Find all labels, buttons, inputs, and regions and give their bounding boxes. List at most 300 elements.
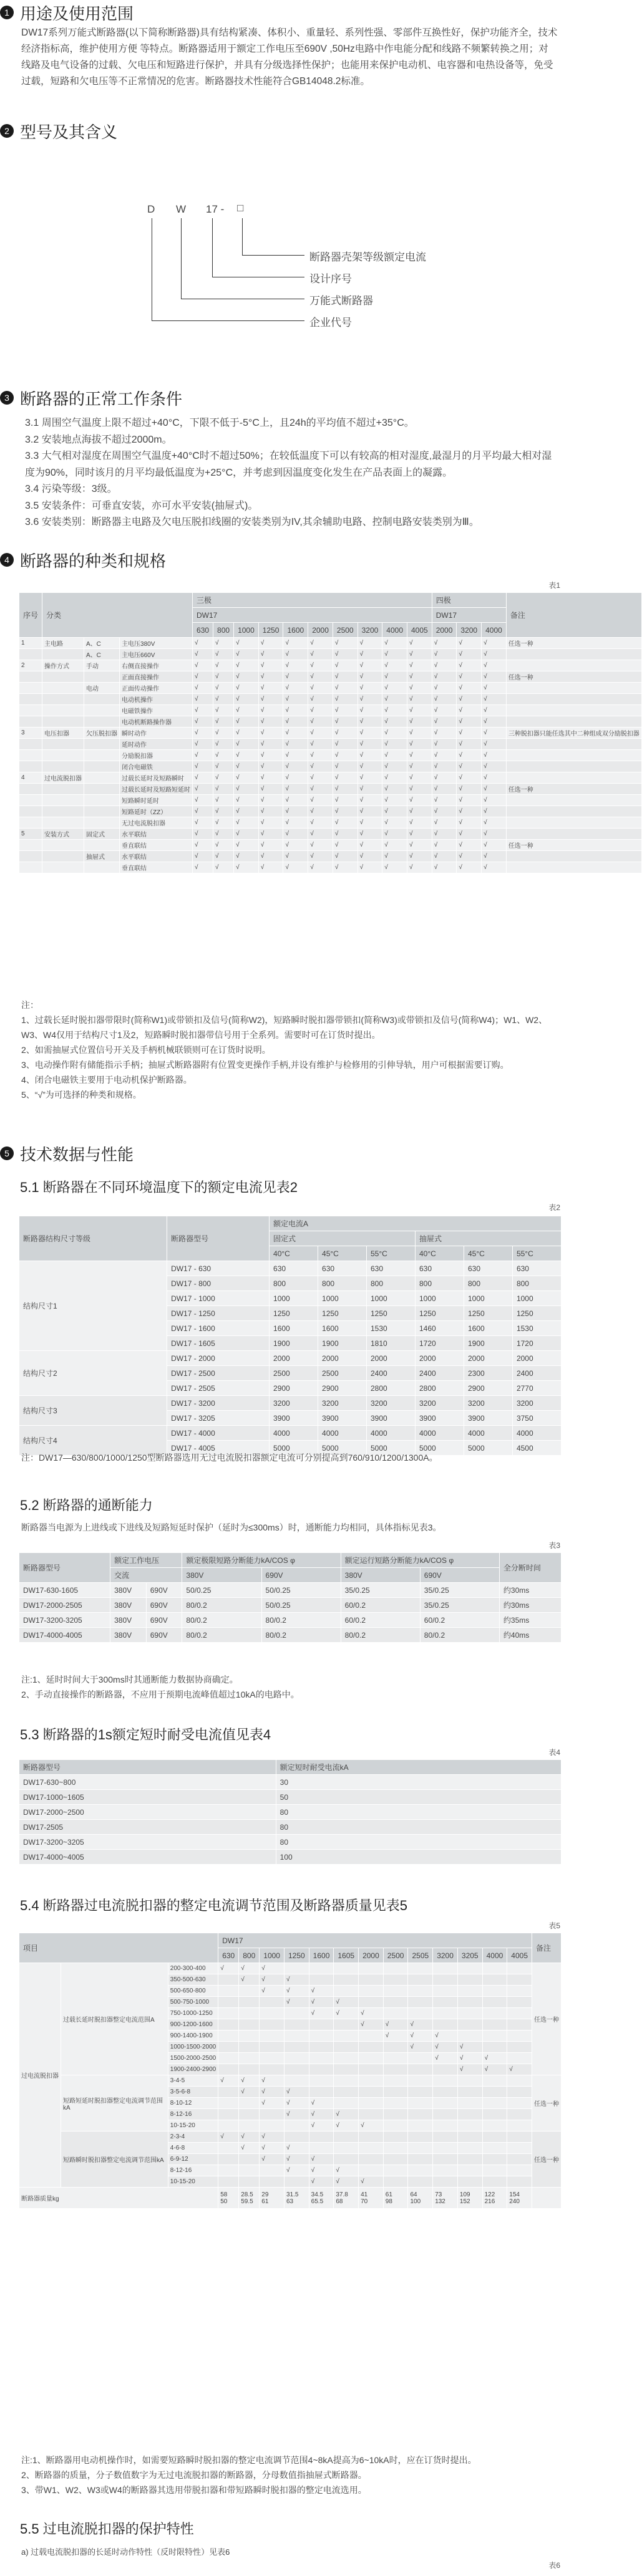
table-cell: √ <box>258 649 283 660</box>
table-cell <box>507 1997 532 2008</box>
table-cell: √ <box>260 2131 285 2143</box>
table-cell: 1530 <box>367 1321 416 1336</box>
table-cell <box>383 2042 408 2053</box>
table-cell <box>383 2087 408 2098</box>
table-cell: 2000 <box>270 1351 318 1366</box>
table-cell <box>218 2165 239 2176</box>
table-cell: √ <box>239 2131 260 2143</box>
table-cell: 4500 <box>512 1441 561 1456</box>
table-cell <box>507 2165 532 2176</box>
table-cell: √ <box>309 2154 334 2165</box>
table-cell: √ <box>482 2053 507 2064</box>
table-cell: 2400 <box>512 1366 561 1381</box>
table-cell <box>239 2064 260 2075</box>
table-cell: 380V <box>110 1583 147 1598</box>
table-cell: √ <box>234 840 259 851</box>
table-cell: √ <box>333 806 357 817</box>
table-cell: √ <box>309 1986 334 1997</box>
header-cell: 2000 <box>308 623 333 638</box>
table-cell: √ <box>283 829 308 840</box>
table-cell <box>260 2053 285 2064</box>
table-cell: 安装方式 <box>42 829 84 840</box>
table-cell <box>334 2042 359 2053</box>
subsection-title: 5.5 过电流脱扣器的保护特性 <box>20 2521 194 2537</box>
table-cell: 3900 <box>270 1411 318 1426</box>
header-cell: 1600 <box>309 1948 334 1963</box>
table-cell <box>506 795 641 806</box>
table-cell: √ <box>258 795 283 806</box>
table-cell <box>309 1963 334 1974</box>
table-cell: √ <box>482 694 507 705</box>
header-cell: 1600 <box>283 623 308 638</box>
table-cell: √ <box>457 750 482 761</box>
table-cell <box>284 1963 309 1974</box>
table-cell <box>284 2031 309 2042</box>
table-cell: √ <box>284 2143 309 2154</box>
table-cell <box>408 2176 433 2188</box>
table-cell: √ <box>407 638 432 649</box>
table-cell <box>334 2098 359 2109</box>
table-cell <box>309 2042 334 2053</box>
table-cell: √ <box>258 851 283 862</box>
table-cell <box>218 2120 239 2131</box>
table-cell: √ <box>457 829 482 840</box>
condition-item: 3.5 安装条件：可垂直安装，亦可水平安装(抽屉式)。 <box>25 500 258 511</box>
table-cell: 短路瞬时延时 <box>120 795 193 806</box>
table-cell: √ <box>239 2087 260 2098</box>
table-cell: √ <box>213 683 234 694</box>
table-cell: √ <box>382 638 407 649</box>
table-cell <box>506 817 641 829</box>
table-row <box>19 739 642 750</box>
section-title: 断路器的正常工作条件 <box>20 389 183 408</box>
table-cell <box>260 2165 285 2176</box>
condition-item: 3.4 污染等级：3级。 <box>25 484 117 494</box>
table-cell <box>482 2165 507 2176</box>
table-cell <box>42 784 84 795</box>
table-cell: DW17 - 3200 <box>167 1396 270 1411</box>
table-cell: 2400 <box>415 1366 464 1381</box>
table-cell: 690V <box>146 1613 182 1628</box>
table-cell <box>383 2154 408 2165</box>
table-cell: 结构尺寸1 <box>19 1261 167 1351</box>
table-cell <box>506 806 641 817</box>
table-cell: √ <box>482 705 507 716</box>
table-cell <box>383 1997 408 2008</box>
table-cell: 630 <box>270 1261 318 1276</box>
table-cell <box>42 840 84 851</box>
table-cell <box>482 2008 507 2019</box>
subsection-title: 5.3 断路器的1s额定短时耐受电流值见表4 <box>20 1727 271 1742</box>
table-cell: 1720 <box>415 1336 464 1351</box>
table-cell: √ <box>308 728 333 739</box>
table-cell: 1000 <box>318 1291 367 1306</box>
table-cell: √ <box>258 806 283 817</box>
table-cell: √ <box>308 705 333 716</box>
table-cell <box>334 2131 359 2143</box>
table-cell: 主电压380V <box>120 638 193 649</box>
table-cell: √ <box>258 761 283 772</box>
table-cell: √ <box>334 2165 359 2176</box>
table-cell: √ <box>382 862 407 873</box>
header-cell: 断路器型号 <box>19 1760 276 1775</box>
table-cell: DW17 - 2500 <box>167 1366 270 1381</box>
table-cell <box>433 2131 458 2143</box>
table-cell: 3900 <box>318 1411 367 1426</box>
table-cell: √ <box>193 772 213 784</box>
table-cell <box>218 2053 239 2064</box>
table-cell: √ <box>193 716 213 728</box>
table-cell: 1000 <box>464 1291 512 1306</box>
table-cell: √ <box>432 728 457 739</box>
table-cell <box>433 2165 458 2176</box>
table-cell: √ <box>334 2109 359 2120</box>
table-label: 表1 <box>548 581 560 590</box>
table-cell <box>433 2064 458 2075</box>
table-cell: √ <box>193 683 213 694</box>
table-cell: √ <box>482 638 507 649</box>
table-cell <box>309 2031 334 2042</box>
table-cell <box>19 840 42 851</box>
table-row <box>19 795 642 806</box>
table-cell: √ <box>382 829 407 840</box>
table-cell: 1250 <box>464 1306 512 1321</box>
table-cell: √ <box>234 784 259 795</box>
table-row <box>19 817 642 829</box>
table-cell: √ <box>482 829 507 840</box>
table-cell: 34.5 65.5 <box>309 2188 334 2209</box>
table-cell: √ <box>359 2120 384 2131</box>
table-cell <box>260 2019 285 2031</box>
table-cell: 约30ms <box>499 1598 561 1613</box>
table-row <box>19 2075 562 2087</box>
table-cell <box>218 2064 239 2075</box>
table-cell: √ <box>213 851 234 862</box>
table-cell: √ <box>193 817 213 829</box>
table-cell: √ <box>357 761 382 772</box>
note-title: 注： <box>21 1000 39 1010</box>
table-row <box>19 1583 562 1598</box>
table-cell <box>482 2109 507 2120</box>
table-cell: √ <box>357 829 382 840</box>
table-cell <box>359 2031 384 2042</box>
table-cell: √ <box>357 806 382 817</box>
table-cell <box>84 694 120 705</box>
table-row <box>19 1426 562 1441</box>
table-cell: √ <box>213 829 234 840</box>
note-item: 3、带W1、W2、W3或W4的断路器其选用带脱扣器和带短路瞬时脱扣器的整定电流选用。 <box>21 2485 367 2495</box>
table-cell: 122 216 <box>482 2188 507 2209</box>
header-cell: 项目 <box>19 1933 218 1963</box>
table-cell: √ <box>234 683 259 694</box>
table-notes <box>21 2453 558 2497</box>
table-cell <box>42 806 84 817</box>
table-cell: 60/0.2 <box>420 1613 499 1628</box>
model-letter-d: D <box>147 203 155 215</box>
leader-line <box>212 218 213 277</box>
table-cell <box>42 761 84 772</box>
table-cell <box>359 2143 384 2154</box>
table-cell: √ <box>308 829 333 840</box>
table-cell <box>359 2053 384 2064</box>
table-cell: 电动 <box>84 683 120 694</box>
table-cell: √ <box>308 817 333 829</box>
subsection-intro: 断路器当电源为上进线或下进线及短路短延时保护（延时为≤300ms）时，通断能力均相同，具体指标见表3。 <box>21 1522 442 1532</box>
table-cell: 80/0.2 <box>341 1628 420 1643</box>
table-cell: √ <box>283 660 308 671</box>
table-cell: √ <box>359 2008 384 2019</box>
section-number: 3 <box>0 391 14 405</box>
table-cell: 短路瞬时脱扣器整定电流调节范围kA <box>61 2131 168 2188</box>
table-cell: √ <box>433 2053 458 2064</box>
table-cell <box>383 2165 408 2176</box>
table-cell: √ <box>432 649 457 660</box>
table-cell: √ <box>239 1974 260 1986</box>
header-cell: 2505 <box>408 1948 433 1963</box>
table-cell <box>408 2087 433 2098</box>
table-cell: 3750 <box>512 1411 561 1426</box>
table-cell <box>42 739 84 750</box>
header-cell: 380V <box>341 1568 420 1583</box>
table-cell: √ <box>408 2042 433 2053</box>
table-cell: √ <box>482 2064 507 2075</box>
table-cell: √ <box>284 2109 309 2120</box>
table-cell <box>19 862 42 873</box>
section-number: 2 <box>0 124 14 138</box>
table-cell: 1500-2000-2500 <box>168 2053 218 2064</box>
table-cell <box>506 660 641 671</box>
table-cell: 50/0.25 <box>261 1598 341 1613</box>
table-row <box>19 1820 562 1835</box>
table-cell: 2000 <box>512 1351 561 1366</box>
table-cell: √ <box>457 862 482 873</box>
table-cell: DW17-630-1605 <box>19 1583 110 1598</box>
table-cell <box>408 2131 433 2143</box>
table-cell <box>239 2165 260 2176</box>
table-row <box>19 649 642 660</box>
table-cell: √ <box>284 1986 309 1997</box>
table-cell: √ <box>260 1963 285 1974</box>
table-cell <box>19 649 42 660</box>
table-cell <box>482 1986 507 1997</box>
table-cell <box>284 2064 309 2075</box>
table-cell: 3900 <box>415 1411 464 1426</box>
table-cell: √ <box>258 784 283 795</box>
table-row <box>19 1613 562 1628</box>
table-cell <box>239 2019 260 2031</box>
header-cell: 4000 <box>482 623 507 638</box>
table-cell: 2800 <box>415 1381 464 1396</box>
table-cell: √ <box>457 638 482 649</box>
section-1-heading <box>0 0 134 25</box>
table-cell: 10-15-20 <box>168 2120 218 2131</box>
table-cell: √ <box>408 2019 433 2031</box>
table-cell <box>383 2120 408 2131</box>
table-cell <box>239 2008 260 2019</box>
table-cell: 630 <box>318 1261 367 1276</box>
table-cell: 900-1400-1900 <box>168 2031 218 2042</box>
table-cell: √ <box>333 649 357 660</box>
table-cell: DW17 - 1600 <box>167 1321 270 1336</box>
table-cell: √ <box>457 2042 482 2053</box>
condition-item: 3.2 安装地点海拔不超过2000m。 <box>25 434 172 445</box>
section-number: 5 <box>0 1146 14 1160</box>
table-cell: DW17-2000-2505 <box>19 1598 110 1613</box>
table-cell: 3200 <box>318 1396 367 1411</box>
table-cell: DW17-4000-4005 <box>19 1628 110 1643</box>
table-cell: √ <box>260 1986 285 1997</box>
table-cell: √ <box>357 784 382 795</box>
header-cell: 1000 <box>260 1948 285 1963</box>
table-cell <box>84 739 120 750</box>
table-cell: √ <box>213 795 234 806</box>
subsection-title: 5.4 断路器过电流脱扣器的整定电流调节范围及断路器质量见表5 <box>20 1898 407 1913</box>
table-cell: √ <box>357 649 382 660</box>
section-4-heading <box>0 547 166 572</box>
table-cell <box>482 1974 507 1986</box>
header-cell: DW17 <box>432 608 506 623</box>
table-cell <box>309 2053 334 2064</box>
table-cell: √ <box>258 660 283 671</box>
table-cell: 约30ms <box>499 1583 561 1598</box>
table-cell: 过载长延时及短路瞬时 <box>120 772 193 784</box>
table-cell: 80 <box>276 1805 561 1820</box>
header-cell: 630 <box>218 1948 239 1963</box>
table-label: 表3 <box>548 1541 560 1550</box>
table-cell: √ <box>218 2131 239 2143</box>
setting-range-table <box>19 1933 562 2209</box>
table-cell <box>482 2176 507 2188</box>
table-cell <box>457 2087 482 2098</box>
table-cell <box>359 2154 384 2165</box>
table-cell: 3200 <box>464 1396 512 1411</box>
section-3-heading <box>0 385 182 410</box>
table-cell <box>433 1963 458 1974</box>
table-cell: DW17-4000~4005 <box>19 1850 276 1865</box>
table-row <box>19 2188 562 2209</box>
table-cell: A、C <box>84 649 120 660</box>
table-cell <box>359 1963 384 1974</box>
table-cell: √ <box>482 795 507 806</box>
table-cell <box>482 2087 507 2098</box>
table-cell: √ <box>382 694 407 705</box>
table-cell <box>19 683 42 694</box>
table-cell: DW17 - 4005 <box>167 1441 270 1456</box>
table-cell: √ <box>308 840 333 851</box>
table-cell: 29 61 <box>260 2188 285 2209</box>
table-cell: √ <box>357 840 382 851</box>
table-row <box>19 750 642 761</box>
table-note: 注：DW17—630/800/1000/1250型断路器选用无过电流脱扣器额定电流可分别提高到760/910/1200/1300A。 <box>21 1453 438 1463</box>
header-cell: 交流 <box>110 1568 182 1583</box>
table-cell: √ <box>382 683 407 694</box>
table-row <box>19 705 642 716</box>
table-cell: √ <box>234 750 259 761</box>
table-cell: √ <box>457 772 482 784</box>
table-cell: √ <box>382 649 407 660</box>
table-cell: 2 <box>19 660 42 671</box>
model-meaning: 万能式断路器 <box>309 295 373 307</box>
table-cell <box>433 2087 458 2098</box>
table-cell: 800 <box>512 1276 561 1291</box>
table-cell: √ <box>283 671 308 683</box>
table-cell: √ <box>309 2008 334 2019</box>
table-cell: 73 132 <box>433 2188 458 2209</box>
table-cell <box>507 2008 532 2019</box>
table-cell <box>482 2019 507 2031</box>
table-cell: √ <box>308 862 333 873</box>
table-cell: DW17-3200~3205 <box>19 1835 276 1850</box>
table-cell: √ <box>283 705 308 716</box>
table-cell: √ <box>234 862 259 873</box>
table-cell: 4000 <box>270 1426 318 1441</box>
table-cell <box>408 2075 433 2087</box>
table-cell: √ <box>283 716 308 728</box>
table-cell: √ <box>407 795 432 806</box>
table-cell: 短路短延时脱扣器整定电流调节范围kA <box>61 2075 168 2131</box>
table-cell: √ <box>432 750 457 761</box>
condition-item: 3.3 大气相对湿度在周围空气温度+40°C时不超过50%；在较低温度下可以有较高的相对湿度,最湿月的月平均最大相对湿度为90%，同时该月的月平均最低温度为+25°C，并考虑到因温度变化发生在产品表面上的凝露。 <box>25 451 552 478</box>
table-cell <box>506 649 641 660</box>
table-cell: 1810 <box>367 1336 416 1351</box>
table-cell <box>433 1997 458 2008</box>
table-cell: √ <box>382 806 407 817</box>
header-cell: 3200 <box>433 1948 458 1963</box>
table-cell: √ <box>333 728 357 739</box>
table-cell <box>42 817 84 829</box>
table-cell: √ <box>258 862 283 873</box>
table-cell: √ <box>357 694 382 705</box>
table-cell: √ <box>258 840 283 851</box>
table-row <box>19 784 642 795</box>
table-cell: √ <box>283 851 308 862</box>
table-cell <box>19 795 42 806</box>
table-cell: 欠压脱扣器 <box>84 728 120 739</box>
table-cell: √ <box>382 739 407 750</box>
table-cell: √ <box>482 739 507 750</box>
table-cell: 操作方式 <box>42 660 84 671</box>
table-cell <box>433 1986 458 1997</box>
table-cell: √ <box>283 795 308 806</box>
table-cell: √ <box>407 817 432 829</box>
table-cell <box>218 2109 239 2120</box>
table-cell: √ <box>193 829 213 840</box>
table-cell: 4000 <box>415 1426 464 1441</box>
table-cell <box>84 671 120 683</box>
table-cell: 闭合电磁铁 <box>120 761 193 772</box>
table-cell: √ <box>432 784 457 795</box>
table-cell: √ <box>258 817 283 829</box>
table-cell: 1600 <box>270 1321 318 1336</box>
table-cell <box>284 2120 309 2131</box>
table-cell: 过电流脱扣器 <box>42 772 84 784</box>
model-box: □ <box>237 202 244 214</box>
table-cell: √ <box>357 817 382 829</box>
table-cell <box>260 2031 285 2042</box>
table-cell: √ <box>193 728 213 739</box>
table-cell: √ <box>457 795 482 806</box>
table-cell: √ <box>357 660 382 671</box>
table-cell <box>383 1986 408 1997</box>
table-cell: √ <box>457 694 482 705</box>
header-cell: 690V <box>420 1568 499 1583</box>
table-cell: √ <box>357 795 382 806</box>
table-cell: √ <box>333 784 357 795</box>
table-cell: √ <box>283 862 308 873</box>
table-cell <box>19 761 42 772</box>
table-cell <box>482 2120 507 2131</box>
table-cell: √ <box>457 728 482 739</box>
